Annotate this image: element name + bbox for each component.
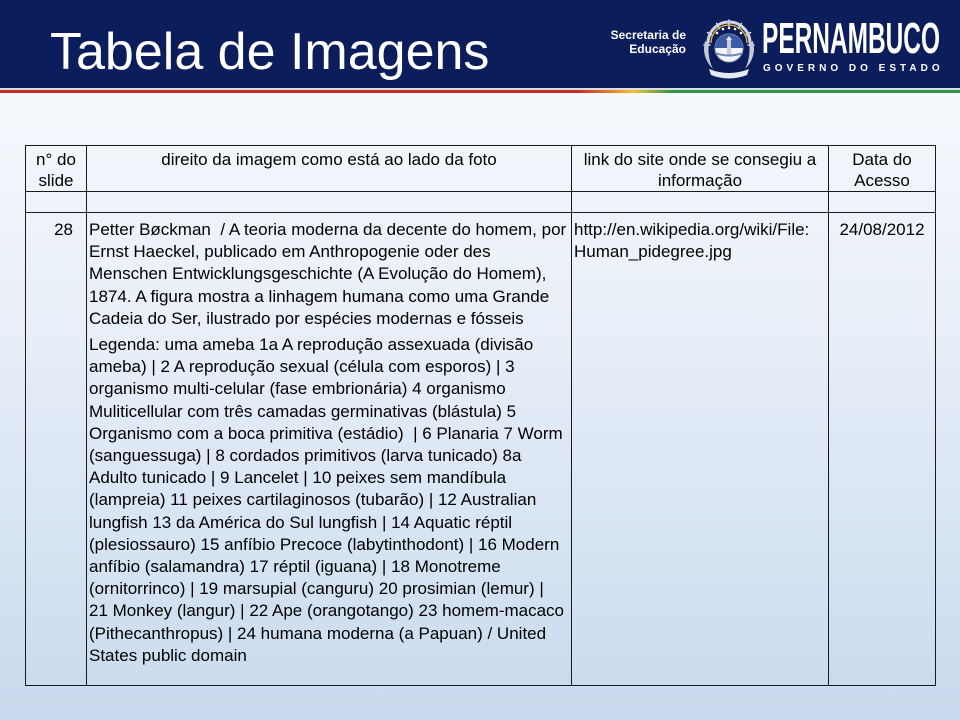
header-source-link: link do site onde se consegiu a informação [572,146,829,192]
credit-line: Organismo com a boca primitiva (estádio) | 6 Planaria 7 Worm [89,423,563,443]
header-access-date: Data do Acesso [829,146,936,192]
credit-line: Menschen Entwicklungsgeschichte (A Evolução do Homem), [89,264,547,284]
header-divider-flag-stripe [0,90,960,93]
credit-line: 21 Monkey (langur) | 22 Ape (orangotango) 23 homem-macaco [89,601,565,621]
credit-line: Cadeia do Ser, ilustrado por espécies modernas e fósseis [89,308,524,328]
credit-line: (sanguessuga) | 8 cordados primitivos (larva tunicado) 8a [89,446,522,466]
credit-line: (plesiossauro) 15 anfíbio Precoce (labytinthodont) | 16 Modern [89,534,560,554]
secretaria-educacao-label [611,28,686,56]
credit-line: Muliticellular com três camadas germinativas (blástula) 5 [89,401,517,421]
slide-number-cell [26,213,87,686]
header-image-rights: direito da imagem como está ao lado da foto [87,146,572,192]
credit-line: Adulto tunicado | 9 Lancelet | 10 peixes sem mandíbula [89,468,507,488]
credit-line: (ornitorrinco) | 19 marsupial (canguru) 20 prosimian (lemur) | [89,579,544,599]
header-slide-number: n° do slide [26,146,87,192]
slide-title: Tabela de Imagens [50,23,490,81]
table-row-empty [26,192,936,213]
secretaria-line-1: Secretaria de [610,28,686,42]
credit-line: 1874. A figura mostra a linhagem humana como uma Grande [89,286,550,306]
state-name: PERNAMBUCO [762,16,940,62]
source-link-line: http://en.wikipedia.org/wiki/File: [574,220,810,239]
table-cell [87,192,572,213]
table-cell [829,192,936,213]
image-credits-table [25,145,936,686]
image-credit-cell [87,213,572,686]
credit-line: lungfish 13 da América do Sul lungfish | 14 Aquatic réptil [89,512,513,532]
table-row [26,213,936,686]
credit-line: organismo multi-celular (fase embrionária) 4 organismo [89,379,506,399]
credit-line: Petter Bøckman / A teoria moderna da decente do homem, por [89,220,567,239]
credit-line: (Pithecanthropus) | 24 humana moderna (a Papuan) / United [89,623,547,643]
credit-line: Ernst Haeckel, publicado em Anthropogenie oder des [89,242,491,262]
source-link-line: Human_pidegree.jpg [574,242,732,262]
secretaria-line-2: Educação [629,42,686,56]
credit-line: anfíbio (salamandra) 17 réptil (iguana) | 18 Monotreme [89,557,501,577]
access-date-cell [829,213,936,686]
table-cell [572,192,829,213]
table-header-row [26,146,936,192]
access-date: 24/08/2012 [839,220,925,239]
credit-line: States public domain [89,645,247,665]
table-cell [26,192,87,213]
credit-line: Legenda: uma ameba 1a A reprodução assexuada (divisão [89,335,534,355]
pernambuco-coat-of-arms-icon [697,13,761,83]
credit-line: ameba) | 2 A reprodução sexual (célula com esporos) | 3 [89,357,515,377]
pernambuco-logo-wordmark [762,16,942,62]
source-link-cell [572,213,829,686]
state-subtitle: GOVERNO DO ESTADO [763,63,944,74]
credit-line: (lampreia) 11 peixes cartilaginosos (tubarão) | 12 Australian [89,490,537,510]
slide-number: 28 [54,220,73,239]
